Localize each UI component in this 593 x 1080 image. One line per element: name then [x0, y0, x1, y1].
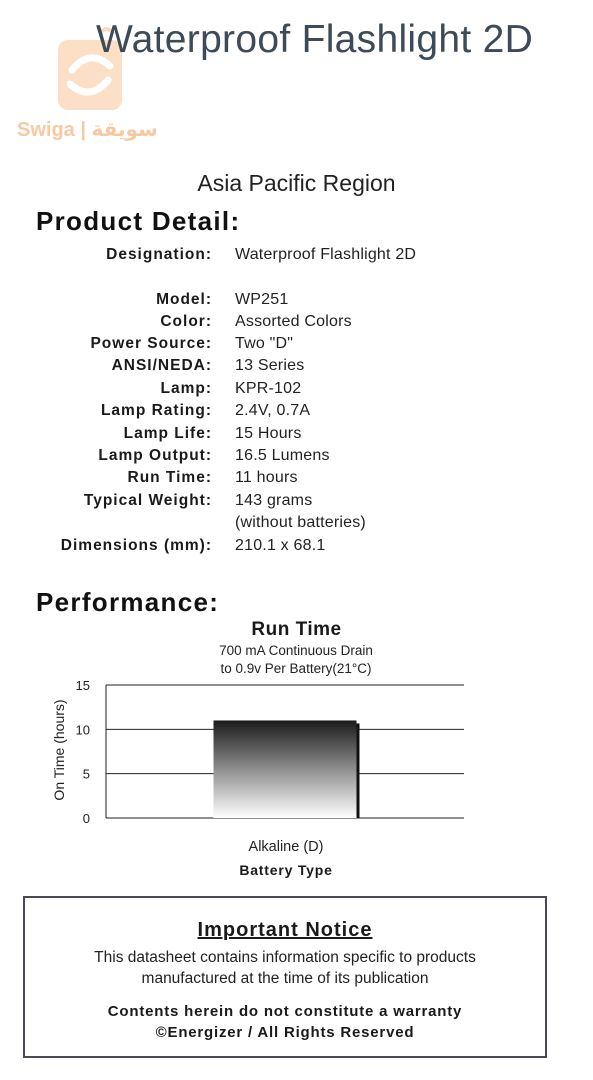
- y-tick-label: 10: [75, 722, 90, 738]
- spec-label: Lamp:: [160, 380, 212, 397]
- spec-value: (without batteries): [235, 514, 366, 531]
- spec-value: 2.4V, 0.7A: [235, 402, 311, 419]
- chart-subtitle: 700 mA Continuous Drain: [219, 643, 373, 658]
- logo-text: Swiga | سويقة: [17, 119, 158, 141]
- y-axis-label: On Time (hours): [51, 699, 67, 801]
- spec-label: ANSI/NEDA:: [111, 357, 212, 374]
- spec-value: KPR-102: [235, 380, 302, 397]
- region-label: Asia Pacific Region: [197, 170, 396, 196]
- bar: [214, 720, 357, 818]
- spec-label: Lamp Life:: [123, 425, 212, 442]
- spec-value: 15 Hours: [235, 425, 302, 442]
- spec-row: [0, 514, 593, 536]
- notice-text: This datasheet contains information specific to products: [94, 949, 476, 966]
- spec-row: [0, 291, 593, 313]
- product-detail-heading: Product Detail:: [36, 206, 241, 236]
- chart-title: Run Time: [251, 619, 342, 640]
- spec-label: Dimensions (mm):: [60, 537, 212, 554]
- spec-row: [0, 357, 593, 379]
- spec-row: [0, 402, 593, 424]
- spec-label: Color:: [160, 313, 212, 330]
- spec-value: 210.1 x 68.1: [235, 537, 326, 554]
- spec-value: Assorted Colors: [235, 313, 352, 330]
- notice-copyright-text: ©Energizer / All Rights Reserved: [155, 1024, 415, 1041]
- spec-label: Run Time:: [127, 469, 212, 486]
- spec-value: 16.5 Lumens: [235, 447, 330, 464]
- spec-row: [0, 537, 593, 559]
- notice-warranty-text: Contents herein do not constitute a warranty: [107, 1003, 463, 1020]
- spec-value: 143 grams: [235, 492, 313, 509]
- x-category-label: Alkaline (D): [248, 839, 324, 855]
- performance-heading: Performance:: [36, 587, 220, 617]
- page-title: Waterproof Flashlight 2D: [96, 18, 534, 61]
- y-tick-label: 0: [82, 811, 90, 826]
- spec-row-designation: [0, 246, 593, 268]
- spec-row: [0, 492, 593, 514]
- y-tick-label: 15: [75, 678, 90, 693]
- spec-row: [0, 447, 593, 469]
- spec-row: [0, 380, 593, 402]
- x-axis-label: Battery Type: [239, 862, 333, 878]
- spec-label: Model:: [156, 291, 212, 308]
- spec-value: 13 Series: [235, 357, 305, 374]
- spec-label: Power Source:: [90, 335, 212, 352]
- run-time-chart: [40, 676, 480, 856]
- spec-value: 11 hours: [235, 469, 298, 486]
- spec-row: [0, 469, 593, 491]
- spec-label: Typical Weight:: [83, 492, 212, 509]
- spec-row: [0, 425, 593, 447]
- chart-subtitle: to 0.9v Per Battery(21°C): [220, 661, 372, 676]
- spec-label: Lamp Output:: [98, 447, 212, 464]
- spec-value: WP251: [235, 291, 289, 308]
- notice-title: Important Notice: [197, 919, 373, 941]
- spec-row: [0, 335, 593, 357]
- spec-label: Designation:: [106, 246, 212, 263]
- spec-value: Two "D": [235, 335, 294, 352]
- y-tick-label: 5: [82, 766, 90, 782]
- spec-label: Lamp Rating:: [100, 402, 212, 419]
- notice-text: manufactured at the time of its publication: [141, 970, 429, 987]
- spec-row: [0, 313, 593, 335]
- spec-value: Waterproof Flashlight 2D: [235, 246, 417, 263]
